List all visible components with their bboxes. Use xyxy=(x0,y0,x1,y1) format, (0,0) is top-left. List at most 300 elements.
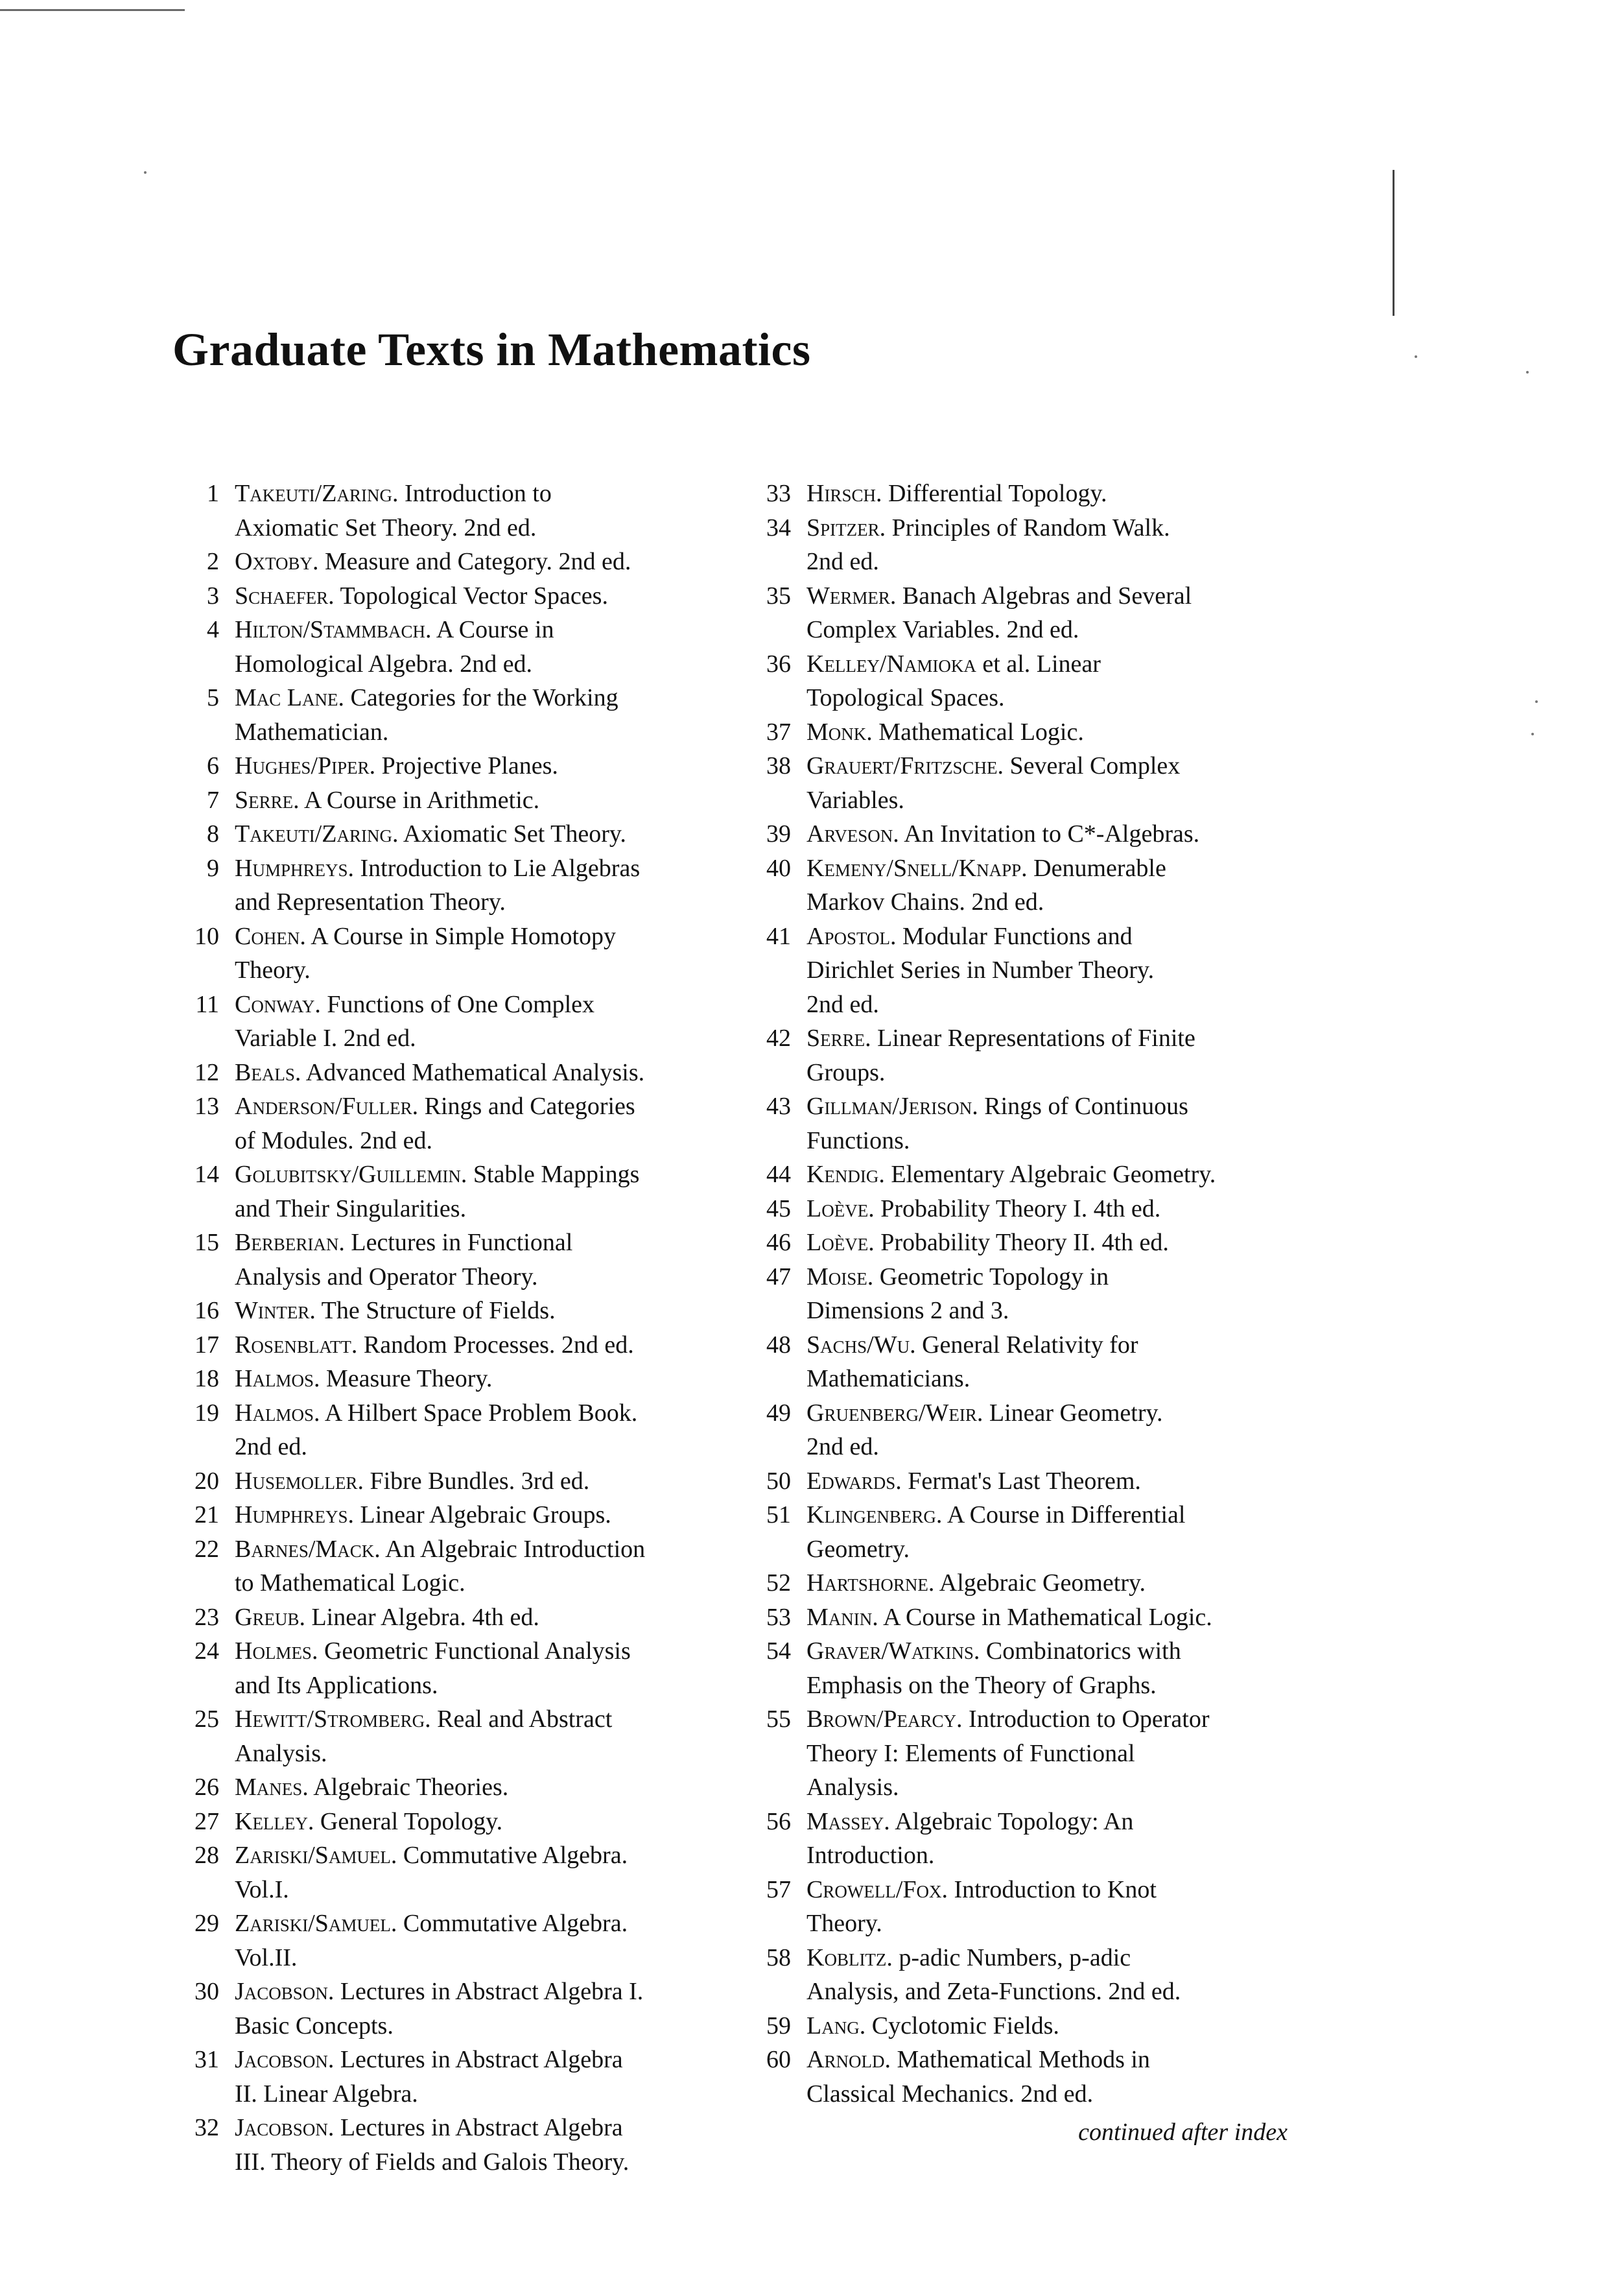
list-item xyxy=(752,1805,1310,1873)
list-item xyxy=(180,1975,751,2043)
volume-title: Probability Theory I. 4th ed. xyxy=(874,1194,1161,1222)
volume-entry xyxy=(806,579,1310,647)
list-item xyxy=(180,1634,751,1702)
volume-title: The Structure of Fields. xyxy=(315,1297,556,1324)
list-item xyxy=(180,1702,751,1770)
volume-entry xyxy=(235,2111,751,2179)
volume-number: 56 xyxy=(766,1807,791,1835)
volume-entry xyxy=(235,681,751,749)
series-list-right-column xyxy=(752,477,1310,2111)
volume-author: Loève. xyxy=(806,1229,875,1256)
list-item xyxy=(180,1907,751,1975)
list-item xyxy=(752,1600,1310,1635)
volume-number: 48 xyxy=(766,1331,791,1359)
volume-title: An Algebraic Introduction to Mathematical Logic. xyxy=(235,1535,646,1597)
volume-entry xyxy=(806,511,1310,579)
volume-number: 17 xyxy=(194,1331,219,1359)
volume-number: 37 xyxy=(766,718,791,746)
volume-title: Cyclotomic Fields. xyxy=(865,2012,1059,2039)
list-item xyxy=(180,1294,751,1328)
volume-number: 58 xyxy=(766,1943,791,1971)
volume-entry xyxy=(235,1158,751,1226)
volume-author: Crowell/Fox. xyxy=(806,1875,948,1903)
volume-author: Anderson/Fuller. xyxy=(235,1093,419,1120)
volume-number: 22 xyxy=(194,1535,219,1563)
volume-number: 50 xyxy=(766,1467,791,1495)
volume-entry xyxy=(806,1089,1310,1158)
volume-entry xyxy=(235,1464,751,1499)
volume-entry xyxy=(806,851,1310,920)
volume-entry xyxy=(235,1498,751,1532)
volume-author: Rosenblatt. xyxy=(235,1331,358,1359)
volume-title: Combinatorics with Emphasis on the Theory of Graphs. xyxy=(806,1637,1181,1699)
volume-entry xyxy=(806,647,1310,715)
list-item xyxy=(180,2111,751,2179)
volume-title: A Course in Differential Geometry. xyxy=(806,1501,1186,1563)
volume-entry xyxy=(806,749,1310,817)
volume-entry xyxy=(235,1634,751,1702)
volume-entry xyxy=(235,1362,751,1396)
volume-number: 55 xyxy=(766,1706,791,1733)
volume-author: Zariski/Samuel. xyxy=(235,1842,397,1869)
volume-author: Husemoller. xyxy=(235,1467,364,1495)
volume-title: Algebraic Geometry. xyxy=(934,1569,1146,1597)
volume-title: Modular Functions and Dirichlet Series in Number Theory. 2nd ed. xyxy=(806,922,1155,1018)
volume-title: Categories for the Working Mathematician. xyxy=(235,684,618,746)
volume-entry xyxy=(235,1770,751,1805)
volume-author: Gruenberg/Weir. xyxy=(806,1399,983,1427)
volume-author: Kendig. xyxy=(806,1161,885,1188)
volume-number: 28 xyxy=(194,1842,219,1869)
volume-author: Cohen. xyxy=(235,922,306,950)
volume-number: 8 xyxy=(207,820,219,848)
volume-entry xyxy=(235,1294,751,1328)
volume-entry xyxy=(235,1975,751,2043)
volume-title: A Course in Homological Algebra. 2nd ed. xyxy=(235,616,554,678)
volume-number: 25 xyxy=(194,1706,219,1733)
volume-number: 9 xyxy=(207,854,219,882)
volume-title: General Topology. xyxy=(314,1807,503,1835)
volume-entry xyxy=(806,1941,1310,2009)
volume-title: Linear Algebra. 4th ed. xyxy=(305,1603,539,1631)
volume-author: Oxtoby. xyxy=(235,548,319,575)
list-item xyxy=(752,1634,1310,1702)
volume-number: 1 xyxy=(207,480,219,507)
volume-entry xyxy=(806,1260,1310,1328)
list-item xyxy=(180,851,751,920)
scan-speck xyxy=(1535,700,1538,703)
volume-number: 24 xyxy=(194,1637,219,1665)
volume-number: 18 xyxy=(194,1365,219,1392)
volume-number: 2 xyxy=(207,548,219,575)
volume-entry xyxy=(235,613,751,681)
volume-author: Golubitsky/Guillemin. xyxy=(235,1161,467,1188)
volume-title: Introduction to Operator Theory I: Elements of Functional Analysis. xyxy=(806,1706,1210,1801)
list-item xyxy=(180,2043,751,2111)
volume-number: 26 xyxy=(194,1774,219,1801)
list-item xyxy=(180,545,751,579)
volume-title: Functions of One Complex Variable I. 2nd ed. xyxy=(235,990,595,1052)
volume-entry xyxy=(806,715,1310,750)
volume-title: Lectures in Abstract Algebra II. Linear Algebra. xyxy=(235,2046,623,2108)
volume-entry xyxy=(235,920,751,988)
volume-number: 3 xyxy=(207,582,219,610)
volume-entry xyxy=(235,851,751,920)
list-item xyxy=(180,1532,751,1600)
scan-speck xyxy=(1415,355,1417,358)
volume-title: Commutative Algebra. Vol.II. xyxy=(235,1910,628,1971)
volume-author: Serre. xyxy=(235,786,300,814)
list-item xyxy=(752,1702,1310,1805)
volume-entry xyxy=(806,2009,1310,2043)
volume-entry xyxy=(235,545,751,579)
volume-title: Introduction to Axiomatic Set Theory. 2nd ed. xyxy=(235,480,552,541)
volume-number: 16 xyxy=(194,1297,219,1324)
volume-author: Apostol. xyxy=(806,922,897,950)
list-item xyxy=(752,1941,1310,2009)
volume-entry xyxy=(235,1600,751,1635)
volume-number: 40 xyxy=(766,854,791,882)
volume-title: Projective Planes. xyxy=(375,752,558,779)
volume-title: Algebraic Topology: An Introduction. xyxy=(806,1807,1134,1869)
list-item xyxy=(180,477,751,545)
list-item xyxy=(752,1566,1310,1600)
list-item xyxy=(752,715,1310,750)
volume-number: 34 xyxy=(766,514,791,541)
volume-number: 51 xyxy=(766,1501,791,1528)
volume-number: 38 xyxy=(766,752,791,779)
volume-number: 32 xyxy=(194,2114,219,2141)
volume-entry xyxy=(806,1226,1310,1260)
volume-title: Advanced Mathematical Analysis. xyxy=(301,1058,645,1086)
volume-author: Arnold. xyxy=(806,2046,891,2073)
volume-number: 43 xyxy=(766,1093,791,1120)
volume-entry xyxy=(235,988,751,1056)
volume-author: Humphreys. xyxy=(235,1501,354,1528)
list-item xyxy=(180,1056,751,1090)
volume-author: Zariski/Samuel. xyxy=(235,1910,397,1937)
list-item xyxy=(180,749,751,783)
volume-number: 36 xyxy=(766,650,791,678)
list-item xyxy=(180,988,751,1056)
volume-author: Berberian. xyxy=(235,1229,345,1256)
volume-number: 21 xyxy=(194,1501,219,1528)
volume-number: 6 xyxy=(207,752,219,779)
volume-title: Measure Theory. xyxy=(320,1365,493,1392)
volume-author: Manes. xyxy=(235,1774,309,1801)
list-item xyxy=(180,1805,751,1839)
volume-entry xyxy=(235,749,751,783)
volume-entry xyxy=(806,1396,1310,1464)
volume-number: 15 xyxy=(194,1229,219,1256)
volume-author: Gillman/Jerison. xyxy=(806,1093,978,1120)
list-item xyxy=(180,1226,751,1294)
volume-author: Klingenberg. xyxy=(806,1501,943,1528)
volume-author: Jacobson. xyxy=(235,2114,335,2141)
volume-title: A Course in Simple Homotopy Theory. xyxy=(235,922,617,984)
volume-title: General Relativity for Mathematicians. xyxy=(806,1331,1138,1392)
volume-title: p-adic Numbers, p-adic Analysis, and Zeta-Functions. 2nd ed. xyxy=(806,1943,1181,2005)
volume-number: 53 xyxy=(766,1603,791,1631)
list-item xyxy=(752,1260,1310,1328)
list-item xyxy=(180,1838,751,1907)
volume-author: Edwards. xyxy=(806,1467,902,1495)
volume-number: 41 xyxy=(766,922,791,950)
volume-title: Linear Algebraic Groups. xyxy=(353,1501,611,1528)
volume-entry xyxy=(806,920,1310,1022)
list-item xyxy=(180,1498,751,1532)
volume-entry xyxy=(235,1328,751,1362)
volume-entry xyxy=(806,1805,1310,1873)
continued-note: continued after index xyxy=(1078,2119,1288,2146)
list-item xyxy=(752,2043,1310,2111)
volume-author: Holmes. xyxy=(235,1637,318,1665)
volume-number: 45 xyxy=(766,1194,791,1222)
volume-number: 47 xyxy=(766,1263,791,1290)
volume-author: Jacobson. xyxy=(235,1978,335,2005)
volume-number: 10 xyxy=(194,922,219,950)
volume-title: Stable Mappings and Their Singularities. xyxy=(235,1161,640,1222)
volume-author: Serre. xyxy=(806,1025,871,1052)
volume-title: Random Processes. 2nd ed. xyxy=(357,1331,634,1359)
volume-author: Conway. xyxy=(235,990,321,1018)
volume-number: 7 xyxy=(207,786,219,814)
list-item xyxy=(752,477,1310,511)
list-item xyxy=(180,1089,751,1158)
volume-number: 13 xyxy=(194,1093,219,1120)
volume-author: Moise. xyxy=(806,1263,874,1290)
list-item xyxy=(752,2009,1310,2043)
volume-title: Several Complex Variables. xyxy=(806,752,1181,814)
volume-author: Halmos. xyxy=(235,1365,320,1392)
volume-title: Mathematical Methods in Classical Mechanics. 2nd ed. xyxy=(806,2046,1150,2108)
volume-title: Lectures in Functional Analysis and Operator Theory. xyxy=(235,1229,573,1290)
volume-title: Linear Geometry. 2nd ed. xyxy=(806,1399,1163,1460)
list-item xyxy=(752,1498,1310,1566)
volume-author: Hughes/Piper. xyxy=(235,752,376,779)
volume-number: 31 xyxy=(194,2046,219,2073)
volume-entry xyxy=(235,477,751,545)
volume-title: Principles of Random Walk. 2nd ed. xyxy=(806,514,1170,575)
volume-author: Wermer. xyxy=(806,582,897,610)
volume-author: Schaefer. xyxy=(235,582,335,610)
volume-title: Denumerable Markov Chains. 2nd ed. xyxy=(806,854,1166,916)
volume-entry xyxy=(806,1158,1310,1192)
volume-title: Banach Algebras and Several Complex Variables. 2nd ed. xyxy=(806,582,1192,643)
volume-number: 11 xyxy=(195,990,219,1018)
volume-entry xyxy=(806,1600,1310,1635)
volume-entry xyxy=(235,1089,751,1158)
volume-author: Halmos. xyxy=(235,1399,320,1427)
scan-speck xyxy=(1526,371,1529,374)
volume-entry xyxy=(806,1634,1310,1702)
volume-entry xyxy=(235,1838,751,1907)
top-scan-rule xyxy=(0,9,185,11)
list-item xyxy=(752,1089,1310,1158)
volume-title: Rings of Continuous Functions. xyxy=(806,1093,1188,1154)
volume-entry xyxy=(235,817,751,851)
list-item xyxy=(180,579,751,613)
volume-entry xyxy=(806,1021,1310,1089)
list-item xyxy=(752,1021,1310,1089)
volume-title: Real and Abstract Analysis. xyxy=(235,1706,613,1767)
volume-author: Spitzer. xyxy=(806,514,886,541)
volume-entry xyxy=(235,1907,751,1975)
list-item xyxy=(752,511,1310,579)
volume-number: 12 xyxy=(194,1058,219,1086)
list-item xyxy=(752,817,1310,851)
volume-author: Sachs/Wu. xyxy=(806,1331,916,1359)
list-item xyxy=(752,1192,1310,1226)
volume-author: Hilton/Stammbach. xyxy=(235,616,432,643)
volume-number: 29 xyxy=(194,1910,219,1937)
volume-author: Mac Lane. xyxy=(235,684,344,711)
volume-entry xyxy=(235,2043,751,2111)
scan-edge-mark xyxy=(1393,170,1395,316)
volume-author: Kemeny/Snell/Knapp. xyxy=(806,854,1028,882)
volume-title: Fibre Bundles. 3rd ed. xyxy=(363,1467,590,1495)
volume-entry xyxy=(235,1396,751,1464)
volume-author: Takeuti/Zaring. xyxy=(235,480,399,507)
scan-speck xyxy=(144,171,147,174)
volume-title: A Course in Mathematical Logic. xyxy=(878,1603,1212,1631)
volume-entry xyxy=(235,1805,751,1839)
volume-entry xyxy=(235,1056,751,1090)
volume-entry xyxy=(806,477,1310,511)
volume-number: 30 xyxy=(194,1978,219,2005)
volume-author: Brown/Pearcy. xyxy=(806,1706,963,1733)
volume-entry xyxy=(235,1226,751,1294)
list-item xyxy=(180,681,751,749)
volume-title: Axiomatic Set Theory. xyxy=(398,820,626,848)
volume-number: 20 xyxy=(194,1467,219,1495)
volume-author: Kelley. xyxy=(235,1807,314,1835)
list-item xyxy=(752,851,1310,920)
volume-author: Massey. xyxy=(806,1807,890,1835)
volume-author: Beals. xyxy=(235,1058,301,1086)
volume-author: Humphreys. xyxy=(235,854,354,882)
volume-title: Fermat's Last Theorem. xyxy=(901,1467,1141,1495)
volume-title: Geometric Functional Analysis and Its Applications. xyxy=(235,1637,631,1699)
volume-number: 35 xyxy=(766,582,791,610)
volume-entry xyxy=(235,783,751,818)
volume-title: Topological Vector Spaces. xyxy=(334,582,608,610)
volume-author: Jacobson. xyxy=(235,2046,335,2073)
list-item xyxy=(180,1362,751,1396)
volume-entry xyxy=(235,1532,751,1600)
volume-number: 4 xyxy=(207,616,219,643)
list-item xyxy=(180,1464,751,1499)
list-item xyxy=(180,1396,751,1464)
volume-entry xyxy=(235,579,751,613)
list-item xyxy=(752,1464,1310,1499)
list-item xyxy=(752,1226,1310,1260)
volume-title: Lectures in Abstract Algebra I. Basic Concepts. xyxy=(235,1978,644,2039)
volume-author: Hartshorne. xyxy=(806,1569,935,1597)
volume-entry xyxy=(806,1192,1310,1226)
volume-entry xyxy=(806,1566,1310,1600)
volume-title: Rings and Categories of Modules. 2nd ed. xyxy=(235,1093,635,1154)
volume-author: Winter. xyxy=(235,1297,316,1324)
list-item xyxy=(752,647,1310,715)
volume-author: Hewitt/Stromberg. xyxy=(235,1706,431,1733)
volume-title: Probability Theory II. 4th ed. xyxy=(874,1229,1169,1256)
volume-number: 39 xyxy=(766,820,791,848)
volume-title: Commutative Algebra. Vol.I. xyxy=(235,1842,628,1903)
list-item xyxy=(752,579,1310,647)
volume-number: 14 xyxy=(194,1161,219,1188)
list-item xyxy=(752,1158,1310,1192)
volume-author: Greub. xyxy=(235,1603,305,1631)
volume-number: 33 xyxy=(766,480,791,507)
volume-number: 44 xyxy=(766,1161,791,1188)
page-title: Graduate Texts in Mathematics xyxy=(172,324,811,375)
list-item xyxy=(180,1600,751,1635)
volume-author: Manin. xyxy=(806,1603,878,1631)
series-list-left-column xyxy=(180,477,751,2179)
volume-number: 59 xyxy=(766,2012,791,2039)
list-item xyxy=(752,749,1310,817)
volume-entry xyxy=(806,1498,1310,1566)
volume-entry xyxy=(235,1702,751,1770)
volume-entry xyxy=(806,2043,1310,2111)
volume-number: 60 xyxy=(766,2046,791,2073)
volume-author: Koblitz. xyxy=(806,1943,893,1971)
volume-author: Takeuti/Zaring. xyxy=(235,820,399,848)
volume-title: Measure and Category. 2nd ed. xyxy=(318,548,631,575)
volume-title: Differential Topology. xyxy=(882,480,1107,507)
volume-entry xyxy=(806,1464,1310,1499)
volume-entry xyxy=(806,817,1310,851)
volume-number: 42 xyxy=(766,1025,791,1052)
volume-author: Barnes/Mack. xyxy=(235,1535,381,1563)
volume-number: 49 xyxy=(766,1399,791,1427)
volume-number: 54 xyxy=(766,1637,791,1665)
list-item xyxy=(180,920,751,988)
list-item xyxy=(180,1770,751,1805)
volume-title: Algebraic Theories. xyxy=(308,1774,509,1801)
volume-number: 46 xyxy=(766,1229,791,1256)
volume-author: Monk. xyxy=(806,718,873,746)
volume-author: Graver/Watkins. xyxy=(806,1637,980,1665)
volume-title: Introduction to Lie Algebras and Representation Theory. xyxy=(235,854,641,916)
list-item xyxy=(180,613,751,681)
volume-number: 5 xyxy=(207,684,219,711)
volume-title: Introduction to Knot Theory. xyxy=(806,1875,1157,1937)
volume-title: Geometric Topology in Dimensions 2 and 3. xyxy=(806,1263,1109,1324)
volume-number: 19 xyxy=(194,1399,219,1427)
list-item xyxy=(752,1396,1310,1464)
volume-author: Hirsch. xyxy=(806,480,882,507)
volume-entry xyxy=(806,1702,1310,1805)
volume-title: Mathematical Logic. xyxy=(872,718,1084,746)
volume-number: 57 xyxy=(766,1875,791,1903)
volume-title: An Invitation to C*-Algebras. xyxy=(899,820,1200,848)
volume-title: Linear Representations of Finite Groups. xyxy=(806,1025,1195,1086)
volume-number: 52 xyxy=(766,1569,791,1597)
scan-speck xyxy=(1531,733,1534,735)
volume-title: et al. Linear Topological Spaces. xyxy=(806,650,1101,711)
volume-title: A Course in Arithmetic. xyxy=(299,786,540,814)
list-item xyxy=(752,1328,1310,1396)
volume-title: A Hilbert Space Problem Book. 2nd ed. xyxy=(235,1399,638,1460)
list-item xyxy=(180,1158,751,1226)
volume-number: 27 xyxy=(194,1807,219,1835)
volume-author: Lang. xyxy=(806,2012,866,2039)
volume-title: Elementary Algebraic Geometry. xyxy=(884,1161,1216,1188)
list-item xyxy=(180,1328,751,1362)
volume-entry xyxy=(806,1328,1310,1396)
